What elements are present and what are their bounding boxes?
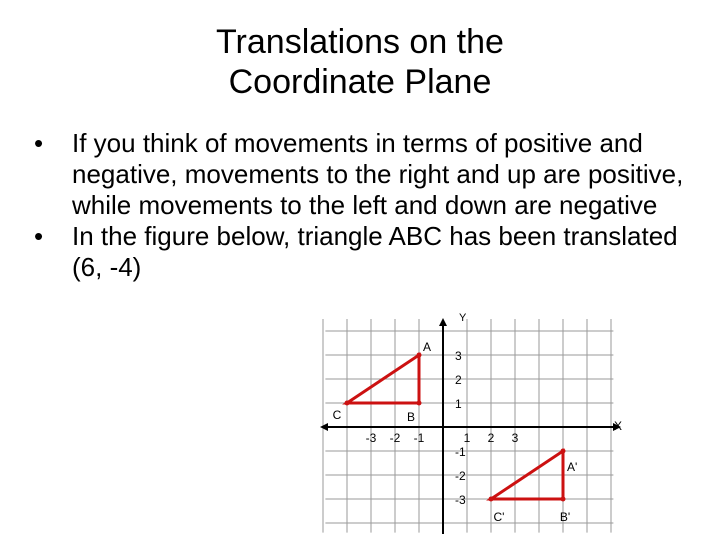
vertex-b-prime <box>561 497 566 502</box>
vertex-a <box>417 353 422 358</box>
x-tick-label: 2 <box>487 431 495 445</box>
y-axis-arrow-up <box>439 318 447 326</box>
bullet-item: • In the figure below, triangle ABC has been translated (6, -4) <box>30 221 700 283</box>
y-tick-label: -1 <box>455 445 466 459</box>
x-tick-label: 3 <box>511 431 519 445</box>
x-tick-label: 1 <box>463 431 471 445</box>
x-tick-label: -2 <box>389 431 401 445</box>
y-tick-label: 3 <box>455 349 462 363</box>
bullet-item: • If you think of movements in terms of positive and negative, movements to the right and up are positive, while movements to the left and down are negative <box>30 128 700 221</box>
y-tick-label: 1 <box>455 397 462 411</box>
vertex-label: B' <box>559 510 571 524</box>
y-tick-label: -2 <box>455 469 466 483</box>
x-axis-label: X <box>614 419 623 433</box>
vertex-b <box>417 401 422 406</box>
axes <box>320 312 622 534</box>
vertex-label: B <box>406 410 416 424</box>
y-axis-label: Y <box>459 312 467 324</box>
x-tick-label: -1 <box>413 431 425 445</box>
title-line-2: Coordinate Plane <box>228 63 492 101</box>
vertex-label: A' <box>567 460 578 474</box>
vertex-c <box>345 401 350 406</box>
y-tick-label: -3 <box>455 493 466 507</box>
vertex-a-prime <box>561 449 566 454</box>
slide-title <box>0 22 720 102</box>
title-line-1: Translations on the <box>216 23 504 61</box>
vertex-c-prime <box>489 497 494 502</box>
vertex-label: C <box>332 408 342 422</box>
bullet-list <box>30 128 700 283</box>
coordinate-plane <box>318 310 648 536</box>
vertex-label: A <box>423 340 432 354</box>
x-axis-arrow-left <box>320 423 328 431</box>
y-tick-label: 2 <box>455 373 462 387</box>
grid <box>323 319 613 533</box>
vertex-label: C' <box>493 510 505 524</box>
x-tick-label: -3 <box>365 431 377 445</box>
